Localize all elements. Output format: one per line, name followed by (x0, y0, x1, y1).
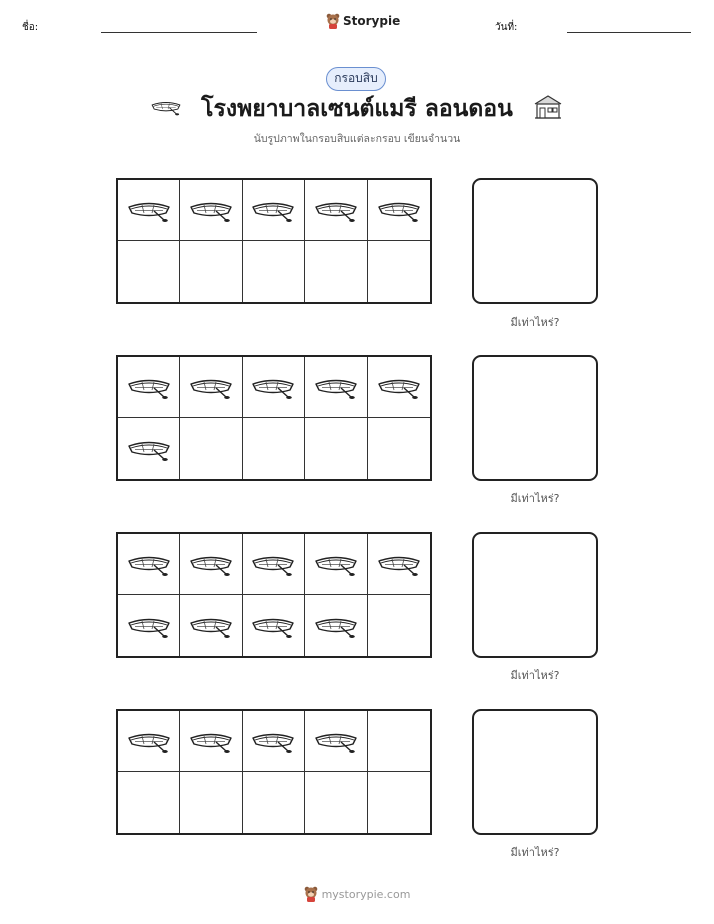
ten-frame-cell (368, 418, 430, 479)
rowboat-icon (313, 613, 359, 639)
ten-frame-cell (305, 418, 367, 479)
ten-frame-cell (180, 772, 242, 833)
ten-frame-cell (243, 595, 305, 656)
rowboat-icon (376, 551, 422, 577)
answer-box[interactable] (472, 532, 598, 658)
rowboat-icon (126, 197, 172, 223)
ten-frame-cell (118, 772, 180, 833)
rowboat-icon (313, 374, 359, 400)
ten-frame-cell (118, 418, 180, 479)
worksheet-badge: กรอบสิบ (326, 67, 386, 91)
rowboat-icon (126, 613, 172, 639)
how-many-prompt: มีเท่าไหร่? (510, 669, 560, 682)
how-many-prompt: มีเท่าไหร่? (510, 846, 560, 859)
rowboat-icon (188, 197, 234, 223)
rowboat-icon (126, 436, 172, 462)
ten-frame-cell (118, 595, 180, 656)
rowboat-icon (313, 197, 359, 223)
ten-frame-cell (305, 711, 367, 772)
rowboat-icon (313, 728, 359, 754)
ten-frame-cell (243, 241, 305, 302)
ten-frame (116, 355, 432, 481)
date-label: วันที่: (495, 22, 518, 33)
ten-frame-cell (305, 180, 367, 241)
ten-frame-cell (368, 241, 430, 302)
rowboat-icon (126, 374, 172, 400)
ten-frame-cell (118, 357, 180, 418)
date-line (567, 32, 691, 33)
ten-frame-cell (243, 418, 305, 479)
ten-frame-cell (118, 534, 180, 595)
ten-frame-cell (305, 357, 367, 418)
ten-frame-cell (118, 711, 180, 772)
brand-name: Storypie (343, 14, 401, 28)
ten-frame-cell (243, 711, 305, 772)
ten-frame-cell (368, 357, 430, 418)
bear-mascot-icon (326, 13, 340, 29)
ten-frame-cell (305, 772, 367, 833)
ten-frame-cell (243, 772, 305, 833)
ten-frame-cell (118, 241, 180, 302)
rowboat-icon (126, 728, 172, 754)
ten-frame-cell (305, 241, 367, 302)
footer-url: mystorypie.com (321, 887, 411, 901)
ten-frame (116, 178, 432, 304)
rowboat-icon (250, 728, 296, 754)
name-label: ชื่อ: (22, 22, 39, 33)
ten-frame-cell (368, 180, 430, 241)
how-many-prompt: มีเท่าไหร่? (510, 316, 560, 329)
rowboat-icon (188, 374, 234, 400)
rowboat-icon (313, 551, 359, 577)
name-line (101, 32, 257, 33)
title-house-icon (533, 94, 563, 120)
rowboat-icon (188, 613, 234, 639)
ten-frame-cell (180, 180, 242, 241)
brand-logo (326, 13, 400, 29)
answer-box[interactable] (472, 709, 598, 835)
ten-frame-cell (180, 418, 242, 479)
rowboat-icon (188, 728, 234, 754)
ten-frame-cell (368, 534, 430, 595)
ten-frame-cell (305, 534, 367, 595)
rowboat-icon (188, 551, 234, 577)
rowboat-icon (250, 374, 296, 400)
ten-frame (116, 532, 432, 658)
footer (0, 886, 714, 902)
ten-frame-cell (368, 772, 430, 833)
rowboat-icon (376, 197, 422, 223)
ten-frame-cell (368, 711, 430, 772)
ten-frame-cell (305, 595, 367, 656)
ten-frame-cell (243, 357, 305, 418)
ten-frame (116, 709, 432, 835)
bear-mascot-icon (304, 886, 318, 902)
answer-box[interactable] (472, 178, 598, 304)
instructions: นับรูปภาพในกรอบสิบแต่ละกรอบ เขียนจำนวน (253, 133, 461, 145)
ten-frame-cell (180, 534, 242, 595)
ten-frame-cell (243, 180, 305, 241)
rowboat-icon (126, 551, 172, 577)
rowboat-icon (376, 374, 422, 400)
rowboat-icon (250, 551, 296, 577)
ten-frame-cell (180, 357, 242, 418)
page-title: โรงพยาบาลเซนต์แมรี ลอนดอน (201, 96, 513, 122)
ten-frame-cell (180, 241, 242, 302)
ten-frame-cell (368, 595, 430, 656)
ten-frame-cell (180, 711, 242, 772)
how-many-prompt: มีเท่าไหร่? (510, 492, 560, 505)
answer-box[interactable] (472, 355, 598, 481)
rowboat-icon (250, 197, 296, 223)
ten-frame-cell (180, 595, 242, 656)
rowboat-icon (250, 613, 296, 639)
ten-frame-cell (118, 180, 180, 241)
ten-frame-cell (243, 534, 305, 595)
